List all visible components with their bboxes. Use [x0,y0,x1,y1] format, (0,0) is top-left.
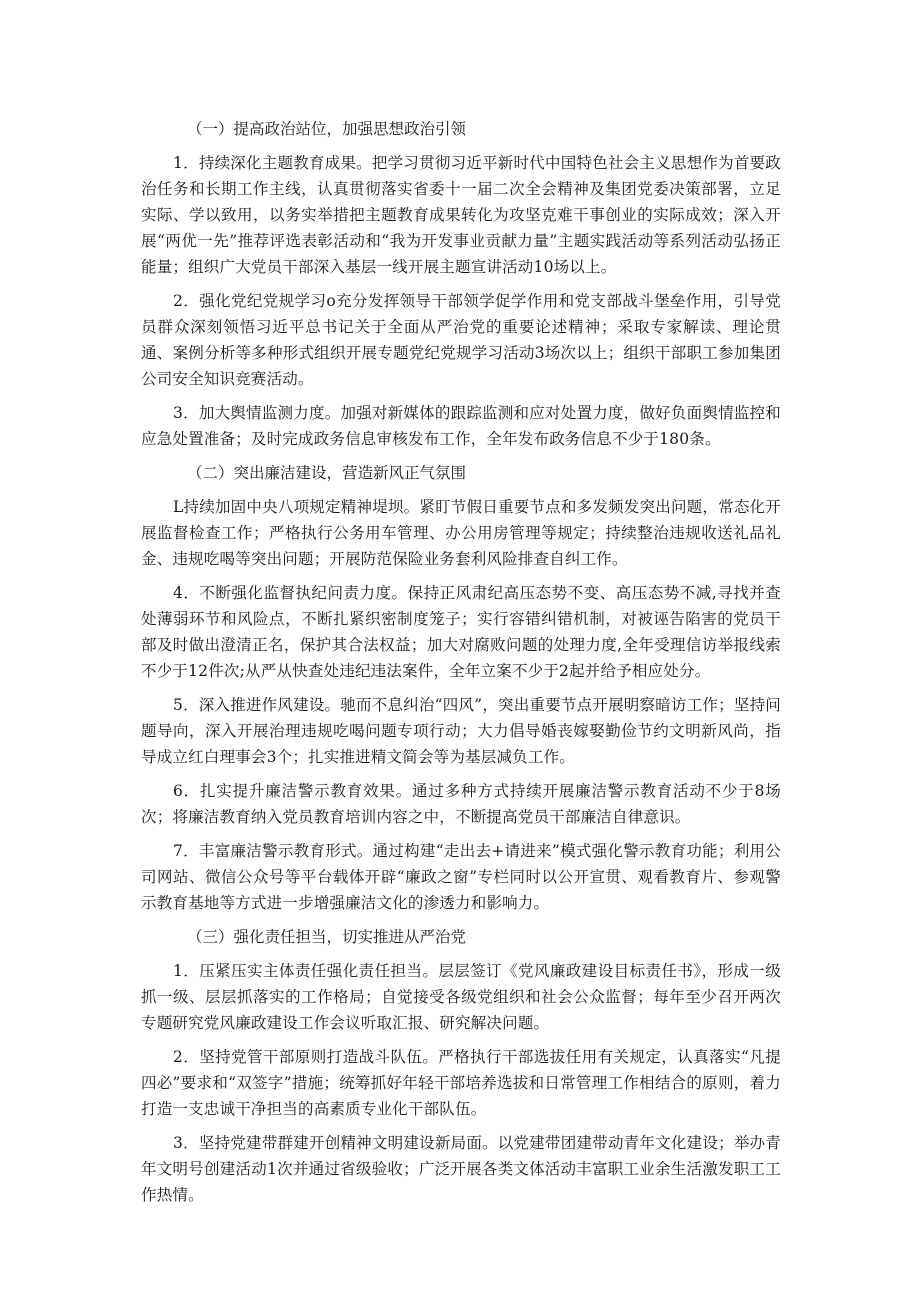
paragraph-2-2: 4．不断强化监督执纪问责力度。保持正风肃纪高压态势不变、高压态势不减,寻找并查处薄弱环节和风险点，不断扎紧织密制度笼子；实行容错纠错机制，对被诬告陷害的党员干部及时做出澄清正名，保护其合法权益；加大对腐败问题的处理力度,全年受理信访举报线索不少于12件次;从严从快查处违纪违法案件，全年立案不少于2起并给予相应处分。 [141,584,781,680]
paragraph-1-2: 2．强化党纪党规学习o充分发挥领导干部领学促学作用和党支部战斗堡垒作用，引导党员群众深刻领悟习近平总书记关于全面从严治党的重要论述精神；采取专家解读、理论贯通、案例分析等多种形式组织开展专题党纪党规学习活动3场次以上；组织干部职工参加集团公司安全知识竞赛活动。 [141,292,781,388]
paragraph-1-3: 3．加大舆情监测力度。加强对新媒体的跟踪监测和应对处置力度，做好负面舆情监控和应急处置准备；及时完成政务信息审核发布工作，全年发布政务信息不少于180条。 [141,404,781,448]
section-heading-3: （三）强化责任担当，切实推进从严治党 [187,928,467,946]
paragraph-2-3: 5．深入推进作风建设。驰而不息纠治“四风”，突出重要节点开展明察暗访工作；坚持问题导向，深入开展治理违规吃喝问题专项行动；大力倡导婚丧嫁娶勤俭节约文明新风尚，指导成立红白理事会3个；扎实推进精文简会等为基层减负工作。 [141,696,781,766]
paragraph-2-4: 6．扎实提升廉洁警示教育效果。通过多种方式持续开展廉洁警示教育活动不少于8场次；将廉洁教育纳入党员教育培训内容之中，不断提高党员干部廉洁自律意识。 [141,782,781,826]
paragraph-2-1: L持续加固中央八项规定精神堤坝。紧盯节假日重要节点和多发频发突出问题，常态化开展监督检查工作；严格执行公务用车管理、办公用房管理等规定；持续整治违规收送礼品礼金、违规吃喝等突出问题；开展防范保险业务套利风险排查自纠工作。 [141,498,781,568]
section-heading-1: （一）提高政治站位，加强思想政治引领 [187,120,467,138]
section-heading-2: （二）突出廉洁建设，营造新风正气氛围 [187,464,467,482]
paragraph-3-2: 2．坚持党管干部原则打造战斗队伍。严格执行干部选拔任用有关规定，认真落实“凡提四必”要求和“双签字”措施；统筹抓好年轻干部培养选拔和日常管理工作相结合的原则，着力打造一支忠诚干净担当的高素质专业化干部队伍。 [141,1048,781,1118]
paragraph-2-5: 7．丰富廉洁警示教育形式。通过构建“走出去+请进来”模式强化警示教育功能；利用公司网站、微信公众号等平台载体开辟“廉政之窗”专栏同时以公开宣贯、观看教育片、参观警示教育基地等方式进一步增强廉洁文化的渗透力和影响力。 [141,842,781,912]
paragraph-1-1: 1．持续深化主题教育成果。把学习贯彻习近平新时代中国特色社会主义思想作为首要政治任务和长期工作主线，认真贯彻落实省委十一届二次全会精神及集团党委决策部署，立足实际、学以致用，以务实举措把主题教育成果转化为攻坚克难干事创业的实际成效；深入开展“两优一先”推荐评选表彰活动和“我为开发事业贡献力量”主题实践活动等系列活动弘扬正能量；组织广大党员干部深入基层一线开展主题宣讲活动10场以上。 [141,154,781,276]
paragraph-3-1: 1．压紧压实主体责任强化责任担当。层层签订《党风廉政建设目标责任书》，形成一级抓一级、层层抓落实的工作格局；自觉接受各级党组织和社会公众监督；每年至少召开两次专题研究党风廉政建设工作会议听取汇报、研究解决问题。 [141,962,781,1032]
document-body [141,116,781,1216]
paragraph-3-3: 3．坚持党建带群建开创精神文明建设新局面。以党建带团建带动青年文化建设；举办青年文明号创建活动1次并通过省级验收；广泛开展各类文体活动丰富职工业余生活激发职工工作热情。 [141,1134,781,1204]
